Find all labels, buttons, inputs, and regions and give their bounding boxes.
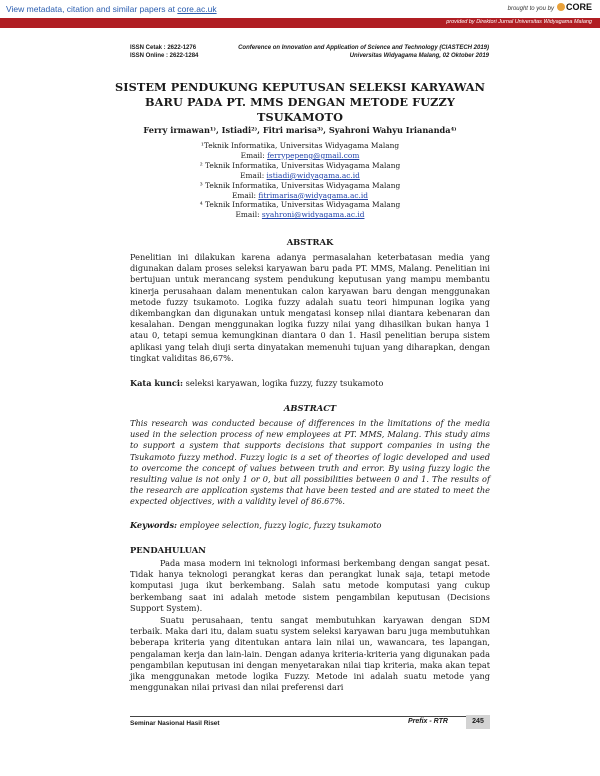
- footer-divider: [130, 716, 490, 717]
- title-line-1: SISTEM PENDUKUNG KEPUTUSAN SELEKSI KARYAWAN: [114, 80, 486, 94]
- affiliation-4: ⁴ Teknik Informatika, Universitas Widyagama Malang: [199, 200, 401, 210]
- conference-name: Conference on Innovation and Application of Science and Technology (CIASTECH 2019): [238, 45, 489, 51]
- keywords-values: employee selection, fuzzy logic, fuzzy tsukamoto: [177, 520, 382, 530]
- affiliation-3: ³ Teknik Informatika, Universitas Widyagama Malang: [199, 180, 401, 190]
- email-label: Email:: [232, 190, 259, 200]
- core-banner: [0, 0, 600, 28]
- affiliation-list: [110, 141, 490, 220]
- email-line-3: [110, 191, 490, 201]
- affiliation-1: ¹Teknik Informatika, Universitas Widyagama Malang: [200, 141, 400, 150]
- author-email-4[interactable]: syahroni@widyagama.ac.id: [261, 210, 365, 220]
- core-logo-icon: [557, 3, 565, 11]
- kata-kunci-values: seleksi karyawan, logika fuzzy, fuzzy tsukamoto: [183, 378, 384, 388]
- provided-by-text: provided by Direktori Jurnal Universitas Widyagama Malang: [446, 19, 592, 25]
- paper-title: [110, 80, 490, 125]
- pendahuluan-paragraph-2: Suatu perusahaan, tentu sangat membutuhkan karyawan dengan SDM terbaik. Maka dari itu, dalam suatu system seleksi karyawan baru juga membutuhkan beberapa kriteria yang ditentukan antara lain nilai un, wawancara, tes lapangan, pengalaman kerja dan lain-lain. Dengan adanya kriteria-kriteria yang digunakan pada pengambilan keputusan ini dengan menyetarakan nilai tiap kriteria, maka akan tepat jika menggunakan metode logika Fuzzy. Metode ini adalah suatu metode yang menggunakan nilai privasi dan nilai preferensi dari: [130, 615, 490, 693]
- issn-block: [130, 44, 198, 60]
- abstrak-body: Penelitian ini dilakukan karena adanya permasalahan keterbatasan media yang digunakan dalam proses seleksi karyawan baru pada PT. MMS, Malang. Penelitian ini bertujuan untuk merancang system pendukung keputusan yang mampu membantu kinerja perusahaan dalam menentukan calon karyawan baru dengan menggunakan metode fuzzy tsukamoto. Logika fuzzy adalah suatu teori himpunan logika yang dikembangkan dan digunakan untuk mengatasi konsep nilai diantara kebenaran dan kesalahan. Dengan menggunakan logika fuzzy nilai yang dihasilkan bukan hanya 1 atau 0, tetapi semua kemungkinan diantara 0 dan 1. Hasil penelitian berupa sistem aplikasi yang telah diuji serta dinyatakan memenuhi tujuan yang diharapkan, dengan tingkat validitas 86,67%.: [130, 252, 490, 363]
- core-metadata-text: View metadata, citation and similar papers at: [6, 4, 178, 14]
- email-line-2: [110, 171, 490, 181]
- conference-block: [235, 44, 489, 60]
- brought-to-you-label: brought to you by: [507, 6, 554, 12]
- title-line-2: BARU PADA PT. MMS DENGAN METODE FUZZY TSUKAMOTO: [144, 95, 456, 124]
- abstract-body: This research was conducted because of differences in the limitations of the media used in the selection process of new employees at PT. MMS, Malang. This study aims to support a system that supports decisions that support companies in using the Tsukamoto fuzzy method. Fuzzy logic is a set of theories of logic developed and used to overcome the concept of values between truth and error. By using fuzzy logic the resulting value is not only 1 or 0, but all possibilities between 0 and 1. The results of the research are application systems that have been tested and are stated to meet the expected objectives, with a validity level of 86.67%.: [130, 418, 490, 507]
- core-ac-uk-link[interactable]: core.ac.uk: [177, 4, 217, 14]
- core-logo-text: CORE: [565, 2, 592, 12]
- footer-prefix: Prefix - RTR: [408, 718, 448, 725]
- author-email-3[interactable]: fitrimarisa@widyagama.ac.id: [258, 190, 368, 200]
- page-number: 245: [466, 715, 490, 729]
- abstrak-heading: ABSTRAK: [286, 237, 334, 247]
- keywords: [130, 520, 490, 530]
- issn-cetak: ISSN Cetak : 2622-1276: [130, 45, 197, 51]
- email-label: Email:: [240, 150, 268, 160]
- pendahuluan-paragraph-1: Pada masa modern ini teknologi informasi berkembang dengan sangat pesat. Tidak hanya teknologi perangkat keras dan perangkat lunak saja, tetapi metode komputasi juga ikut berkembang. Salah satu metode komputasi yang cukup berkembang saat ini adalah metode sistem pengambilan keputusan (Decisions Support System).: [130, 558, 490, 613]
- email-line-4: [110, 210, 490, 220]
- author-email-2[interactable]: istiadi@widyagama.ac.id: [266, 170, 360, 180]
- kata-kunci: [130, 378, 490, 388]
- author-email-1[interactable]: ferrypepeng@gmail.com: [267, 150, 360, 160]
- affiliation-2: ² Teknik Informatika, Universitas Widyagama Malang: [199, 160, 401, 170]
- conference-venue: Universitas Widyagama Malang, 02 Oktober 2019: [349, 53, 489, 59]
- issn-online: ISSN Online : 2622-1284: [130, 53, 199, 59]
- footer-seminar: Seminar Nasional Hasil Riset: [130, 720, 220, 727]
- provided-by-band: [0, 18, 600, 28]
- core-logo[interactable]: [557, 2, 592, 12]
- core-brand[interactable]: [508, 2, 592, 12]
- email-label: Email:: [240, 170, 267, 180]
- email-label: Email:: [235, 210, 262, 220]
- pendahuluan-heading: PENDAHULUAN: [130, 545, 206, 555]
- author-list: Ferry irmawan¹⁾, Istiadi²⁾, Fitri marisa³⁾, Syahroni Wahyu Iriananda⁴⁾: [143, 125, 457, 135]
- abstract-heading: ABSTRACT: [283, 403, 337, 413]
- kata-kunci-label: Kata kunci:: [130, 378, 184, 388]
- core-metadata-link[interactable]: [6, 4, 217, 14]
- email-line-1: [110, 151, 490, 161]
- keywords-label: Keywords:: [130, 520, 178, 530]
